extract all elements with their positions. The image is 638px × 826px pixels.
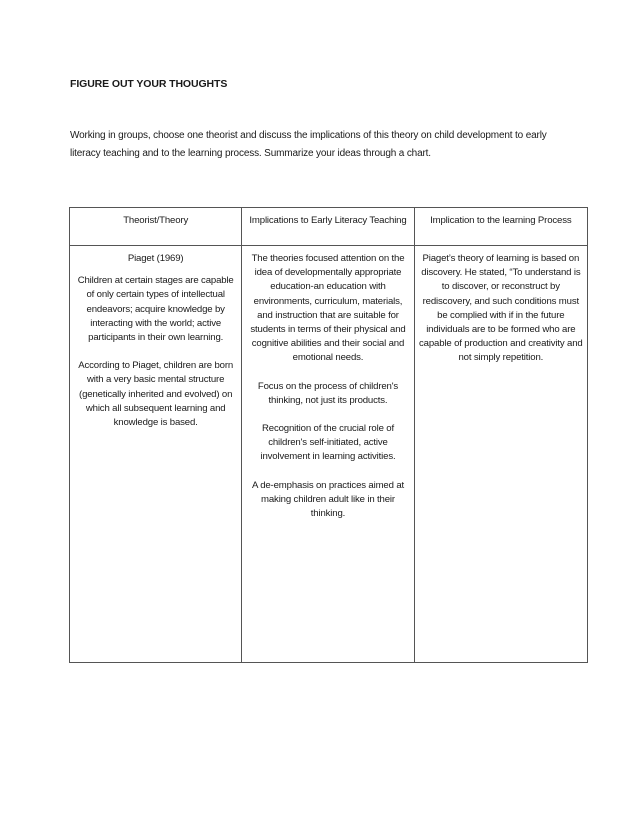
header-literacy-teaching: Implications to Early Literacy Teaching: [242, 208, 414, 246]
literacy-paragraph: The theories focused attention on the idea of developmentally appropriate education-an education with environments, curriculum, materials, and instruction that are suitable for students in terms of their physical and cognitive abilities and their social and emotional needs.: [250, 253, 406, 364]
page-title: FIGURE OUT YOUR THOUGHTS: [70, 78, 228, 90]
cell-literacy-teaching: [242, 246, 414, 663]
literacy-paragraph: A de-emphasis on practices aimed at making children adult like in their thinking.: [251, 479, 405, 520]
header-learning-process: Implication to the learning Process: [414, 208, 587, 246]
table-row: [70, 246, 588, 663]
cell-learning-process: [414, 246, 587, 663]
literacy-paragraph: Focus on the process of children's thinking, not just its products.: [257, 380, 399, 406]
theory-chart-table: [69, 207, 588, 663]
theorist-paragraph: According to Piaget, children are born with a very basic mental structure (genetically inherited and evolved) on which all subsequent learning and knowledge is based.: [78, 360, 234, 429]
header-theorist: Theorist/Theory: [70, 208, 242, 246]
table-header-row: [70, 208, 588, 246]
theorist-paragraph: Children at certain stages are capable of only certain types of intellectual endeavors; acquire knowledge by interacting with the world; active participants in their own learning.: [77, 275, 234, 344]
cell-theorist: [70, 246, 242, 663]
literacy-paragraph: Recognition of the crucial role of children's self-initiated, active involvement in learning activities.: [260, 423, 396, 463]
theorist-name: Piaget (1969): [127, 253, 184, 264]
learning-paragraph: Piaget’s theory of learning is based on discovery. He stated, “To understand is to discover, or reconstruct by rediscovery, and such conditions must be complied with if in the future individuals are to be formed who are capable of production and creativity and not simply repetition.: [419, 253, 583, 364]
instructions-paragraph: Working in groups, choose one theorist and discuss the implications of this theory on child development to early literacy teaching and to the learning process. Summarize your ideas through a chart.: [70, 130, 547, 159]
